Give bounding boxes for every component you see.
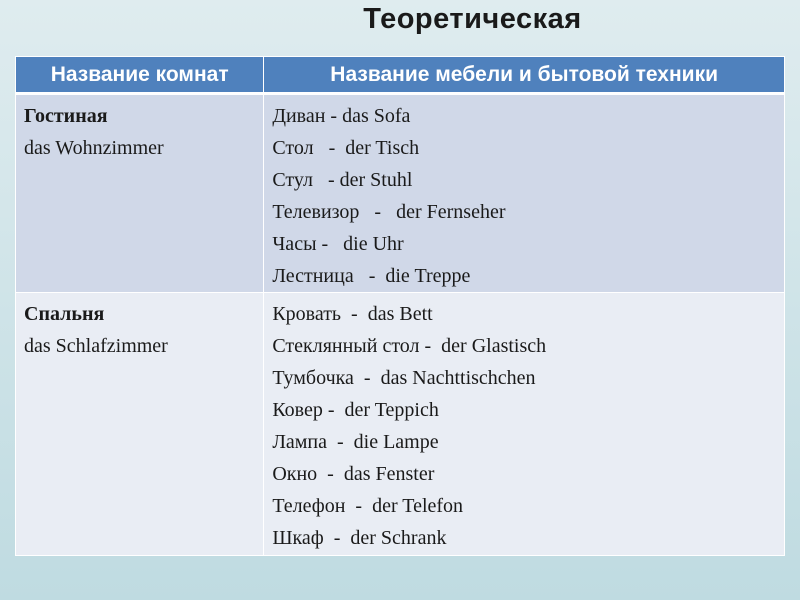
header-rooms: Название комнат — [16, 57, 264, 94]
list-item: Кровать - das Bett — [272, 303, 433, 325]
list-item: Ковер - der Teppich — [272, 399, 439, 421]
list-item: Диван - das Sofa — [272, 105, 411, 127]
room-name-ru: Спальня — [24, 303, 105, 325]
list-item: Телевизор - der Fernseher — [272, 201, 506, 223]
vocabulary-table — [15, 56, 785, 556]
slide-title: Теоретическая — [363, 3, 582, 35]
list-item: Телефон - der Telefon — [272, 495, 464, 517]
list-item: Лестница - die Treppe — [272, 265, 471, 287]
table-row — [16, 293, 785, 556]
list-item: Лампа - die Lampe — [272, 431, 439, 453]
table-header-row — [16, 57, 785, 94]
header-furniture: Название мебели и бытовой техники — [264, 57, 785, 94]
table-row — [16, 94, 785, 293]
list-item: Стол - der Tisch — [272, 137, 420, 159]
room-name-de: das Schlafzimmer — [24, 335, 168, 357]
list-item: Шкаф - der Schrank — [272, 527, 447, 549]
list-item: Окно - das Fenster — [272, 463, 435, 485]
room-cell-bedroom — [16, 293, 264, 556]
list-item: Стул - der Stuhl — [272, 169, 413, 191]
items-cell-living-room — [264, 94, 785, 293]
room-cell-living-room — [16, 94, 264, 293]
room-name-de: das Wohnzimmer — [24, 137, 164, 159]
list-item: Стеклянный стол - der Glastisch — [272, 335, 547, 357]
list-item: Часы - die Uhr — [272, 233, 404, 255]
list-item: Тумбочка - das Nachttischchen — [272, 367, 536, 389]
items-cell-bedroom — [264, 293, 785, 556]
room-name-ru: Гостиная — [24, 105, 108, 127]
